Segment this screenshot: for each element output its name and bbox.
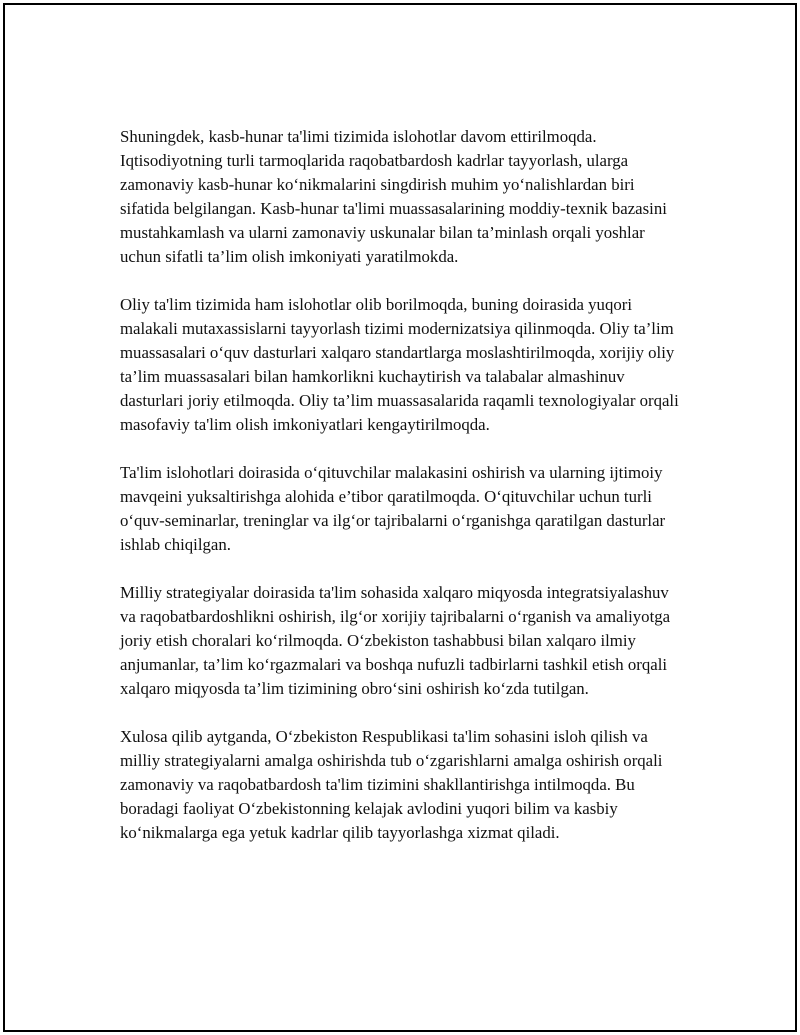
paragraph-vocational-education: Shuningdek, kasb-hunar ta'limi tizimida islohotlar davom ettirilmoqda. Iqtisodiyotning turli tarmoqlarida raqobatbardosh kadrlar tayyorlash, ularga zamonaviy kasb-hunar ko‘nikmalarini singdirish muhim yo‘nalishlardan biri sifatida belgilangan. Kasb-hunar ta'limi muassasalarining moddiy-texnik bazasini mustahkamlash va ularni zamonaviy uskunalar bilan ta’minlash orqali yoshlar uchun sifatli ta’lim olish imkoniyati yaratilmokda. xyxy=(120,127,667,266)
paragraph-national-strategies: Milliy strategiyalar doirasida ta'lim sohasida xalqaro miqyosda integratsiyalashuv va raqobatbardoshlikni oshirish, ilg‘or xorijiy tajribalarni o‘rganish va amaliyotga joriy etish choralari ko‘rilmoqda. O‘zbekiston tashabbusi bilan xalqaro ilmiy anjumanlar, ta’lim ko‘rgazmalari va boshqa nufuzli tadbirlarni tashkil etish orqali xalqaro miqyosda ta’lim tizimining obro‘sini oshirish ko‘zda tutilgan. xyxy=(120,583,671,698)
page-frame xyxy=(3,3,797,1032)
paragraph-teacher-training: Ta'lim islohotlari doirasida o‘qituvchilar malakasini oshirish va ularning ijtimoiy mavqeini yuksaltirishga alohida e’tibor qaratilmoqda. O‘qituvchilar uchun turli o‘quv-seminarlar, treninglar va ilg‘or tajribalarni o‘rganishga qaratilgan dasturlar ishlab chiqilgan. xyxy=(120,463,666,554)
paragraph-conclusion: Xulosa qilib aytganda, O‘zbekiston Respublikasi ta'lim sohasini isloh qilish va milliy strategiyalarni amalga oshirishda tub o‘zgarishlarni amalga oshirish orqali zamonaviy va raqobatbardosh ta'lim tizimini shakllantirishga intilmoqda. Bu boradagi faoliyat O‘zbekistonning kelajak avlodini yuqori bilim va kasbiy ko‘nikmalarga ega yetuk kadrlar qilib tayyorlashga xizmat qiladi. xyxy=(120,727,663,842)
document-body xyxy=(120,125,680,869)
paragraph-higher-education: Oliy ta'lim tizimida ham islohotlar olib borilmoqda, buning doirasida yuqori malakali mutaxassislarni tayyorlash tizimi modernizatsiya qilinmoqda. Oliy ta’lim muassasalari o‘quv dasturlari xalqaro standartlarga moslashtirilmoqda, xorijiy oliy ta’lim muassasalari bilan hamkorlikni kuchaytirish va talabalar almashinuv dasturlari joriy etilmoqda. Oliy ta’lim muassasalarida raqamli texnologiyalar orqali masofaviy ta'lim olish imkoniyatlari kengaytirilmoqda. xyxy=(120,295,679,434)
